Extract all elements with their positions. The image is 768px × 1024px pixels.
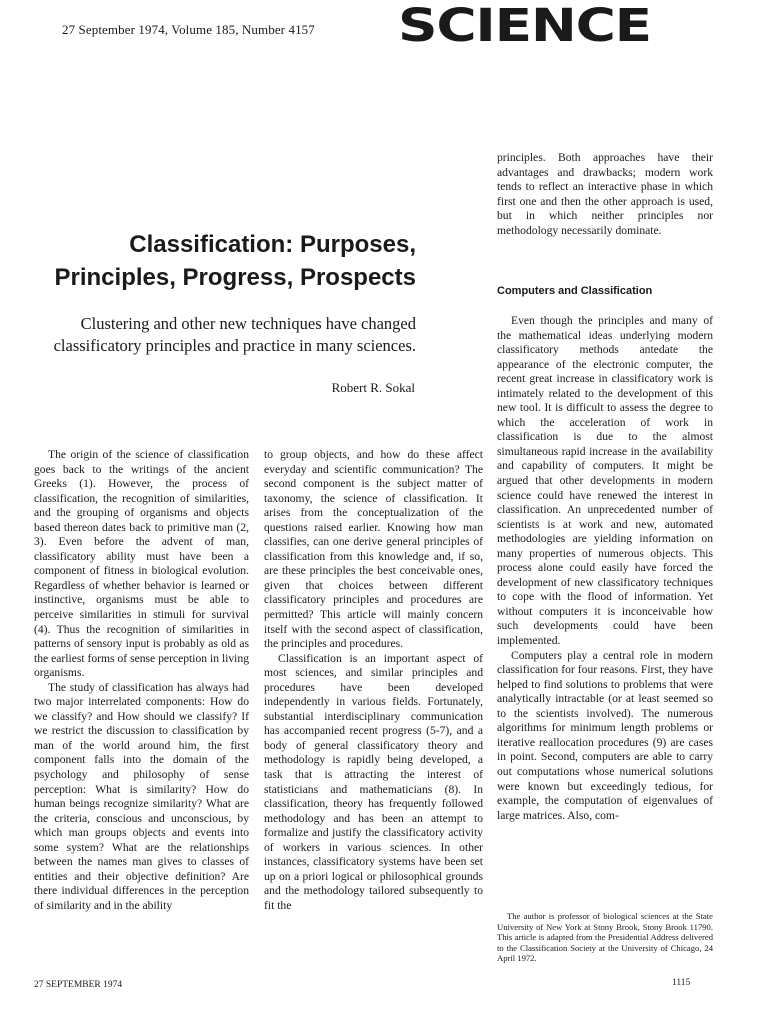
issue-line: 27 September 1974, Volume 185, Number 4157 (62, 22, 315, 37)
paragraph: Classification is an important aspect of most sciences, and similar principles and procedures have been developed independently in various fields. Fortunately, substantial interdisciplinary communication has accompanied recent progress (5-7), and a body of general classificatory theory and methodology is rapidly being developed, a task that is attracting the interest of statisticians and mathematicians (8). In classification, theory has frequently followed methodology and has been an attempt to formalize and justify the classificatory activity of workers in various sciences. In other instances, classificatory systems have been set up on a priori logical or philosophical grounds and the methodology tailored subsequently to fit the (264, 651, 483, 912)
author-footnote (497, 911, 713, 964)
page-number: 1115 (672, 978, 691, 988)
body-column-1 (34, 448, 249, 914)
footer-date: 27 SEPTEMBER 1974 (34, 980, 123, 990)
paragraph: Even though the principles and many of the mathematical ideas underlying modern classificatory methods antedate the appearance of the electronic computer, the recent great increase in classificatory work is intimately related to the development of this new tool. It is difficult to assess the degree to which the acceleration of work in classification is due to the almost simultaneous rapid increase in the availability and capability of computers. It might be argued that other developments in modern science could have renewed the interest in classification. An unprecedented number of scientists is at work and new, automated methodologies are yielding information on many properties of numerous objects. This process alone could easily have forced the development of new classificatory techniques to cope with the flood of information. Yet without computers it is inconceivable how such developments could have been implemented. (497, 314, 713, 648)
journal-masthead: SCIENCE (398, 0, 651, 52)
paragraph: Computers play a central role in modern classification for four reasons. First, they have helped to find solutions to problems that were analytically intractable (or at least seemed so to the scientists involved). The numerous algorithms for minimum length problems or iterative reallocation procedures (9) are cases in point. Second, computers are able to carry out computations whose numerical solutions were known but exceedingly tedious, for example, the computation of eigenvalues of large matrices. Also, com- (497, 648, 713, 822)
article-title (40, 228, 416, 294)
body-column-3 (497, 314, 713, 823)
footnote-text: The author is professor of biological sciences at the State University of New York at Stony Brook, Stony Brook 11790. This article is adapted from the Presidential Address delivered to the Classification Society at the University of Chicago, 24 April 1972. (497, 911, 713, 964)
article-author: Robert R. Sokal (331, 380, 415, 395)
article-subtitle: Clustering and other new techniques have changed classificatory principles and practice in many sciences. (53, 314, 416, 355)
body-column-3-top (497, 151, 713, 238)
paragraph: The study of classification has always had two major interrelated components: How do we classify? and How should we classify? If we restrict the discussion to classification by man of the world around him, the first component falls into the domain of the psychology and philosophy of sense perception: What is similarity? How do human beings recognize similarity? What are the criteria, conscious and unconscious, by which man groups objects and events into some system? What are the relationships between the names man gives to classes of entities and their objective definition? Are there individual differences in the perception of similarity and in the ability (34, 680, 249, 912)
section-heading: Computers and Classification (497, 285, 653, 297)
paragraph: principles. Both approaches have their advantages and drawbacks; modern work tends to reflect an interactive phase in which first one and then the other approach is used, but in which neither principles nor methodology necessarily dominate. (497, 151, 713, 237)
article-title-line-1: Classification: Purposes, (129, 231, 416, 258)
article-title-line-2: Principles, Progress, Prospects (54, 264, 416, 291)
paragraph: The origin of the science of classification goes back to the writings of the ancient Greeks (1). However, the process of classification, the recognition of similarities, and the grouping of organisms and objects based thereon dates back to primitive man (2, 3). Even before the advent of man, classificatory ability must have been a component of fitness in biological evolution. Regardless of whether behavior is learned or instinctive, organisms must be able to perceive similarities in stimuli for survival (4). Thus the recognition of similarities in patterns of sensory input is probably as old as the earliest forms of sense perception in living organisms. (34, 448, 249, 680)
paragraph: to group objects, and how do these affect everyday and scientific communication? The second component is the subject matter of taxonomy, the science of classification. It arises from the conceptualization of the questions raised earlier. Knowing how man classifies, can one derive general principles of classification from this knowledge and, if so, are these principles the best conceivable ones, given that choices between different classificatory principles and procedures are permitted? This article will mainly concern itself with the second aspect of classification, the principles and procedures. (264, 448, 483, 651)
body-column-2 (264, 448, 483, 914)
